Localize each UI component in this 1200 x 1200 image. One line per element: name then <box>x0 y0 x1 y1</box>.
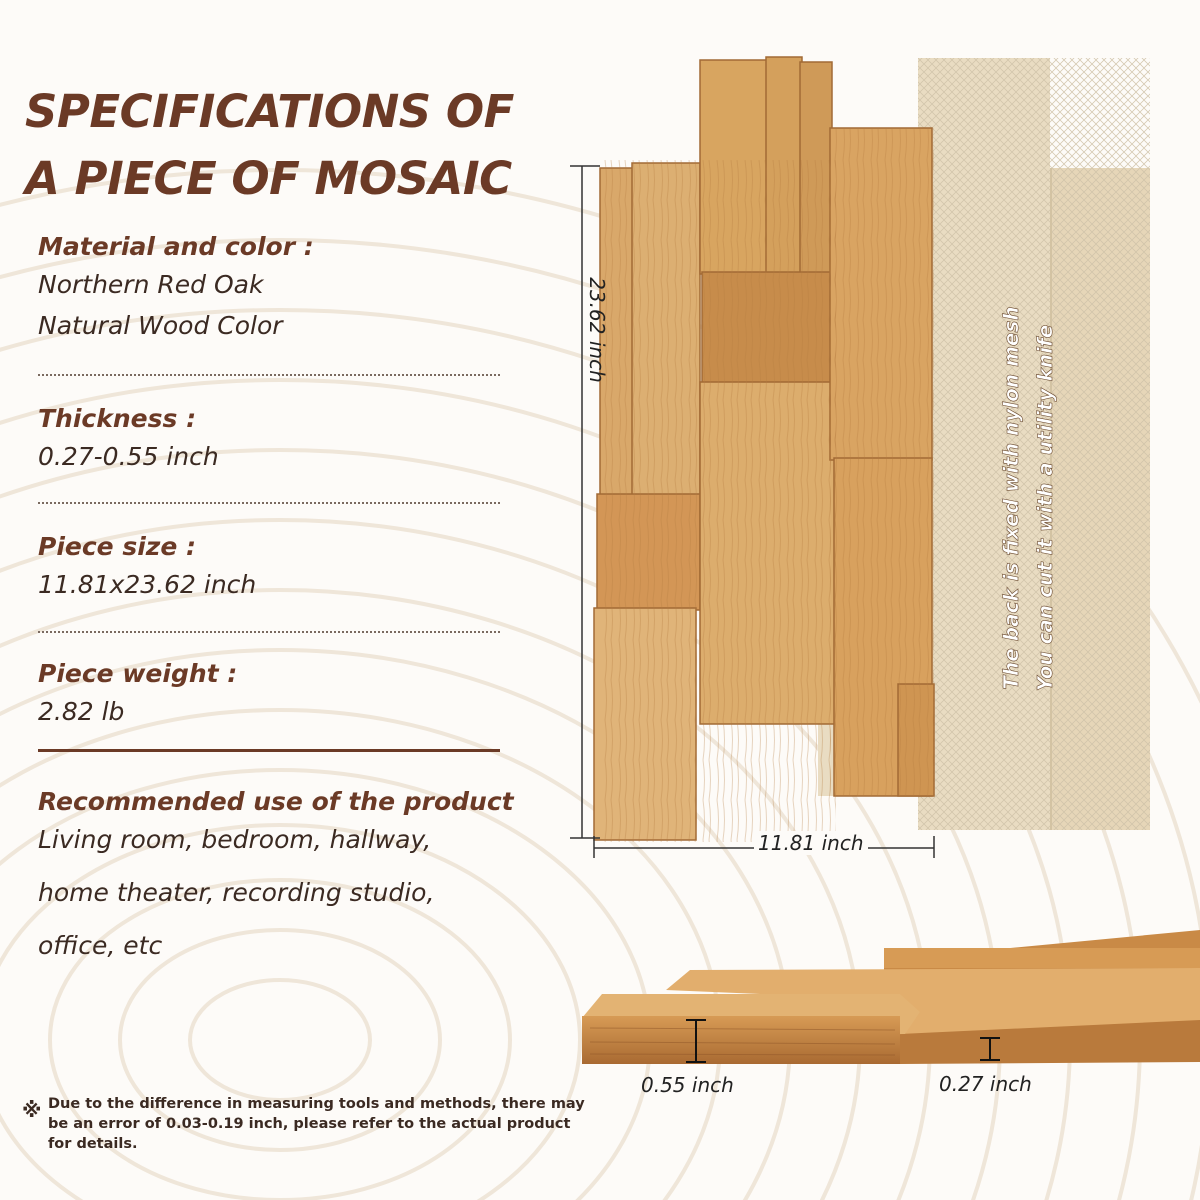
thin-label: 0.27 inch <box>939 1072 1032 1096</box>
title-line-1: SPECIFICATIONS OF <box>25 85 514 138</box>
spec-value: Northern Red Oak <box>38 270 264 299</box>
back-note-line-1: The back is fixed with nylon mesh <box>999 306 1023 690</box>
back-note-line-2: You can cut it with a utility knife <box>1033 324 1057 692</box>
height-label: 23.62 inch <box>585 277 609 383</box>
width-label: 11.81 inch <box>754 831 868 855</box>
spec-label: Material and color : <box>38 232 314 261</box>
use-line: home theater, recording studio, <box>38 878 435 907</box>
title-line-2: A PIECE OF MOSAIC <box>25 152 512 205</box>
use-line: office, etc <box>38 931 163 960</box>
footnote <box>22 1094 592 1154</box>
note-mark-icon: ※ <box>22 1098 42 1122</box>
thickness-illustration <box>582 930 1200 1064</box>
spec-label: Thickness : <box>38 404 197 433</box>
spec-value: 2.82 lb <box>38 697 125 726</box>
use-line: Living room, bedroom, hallway, <box>38 825 432 854</box>
spec-value: 0.27-0.55 inch <box>38 442 219 471</box>
spec-label: Recommended use of the product <box>38 787 514 816</box>
spec-value: Natural Wood Color <box>38 311 283 340</box>
thick-label: 0.55 inch <box>641 1073 734 1097</box>
spec-value: 11.81x23.62 inch <box>38 570 257 599</box>
spec-label: Piece weight : <box>38 659 238 688</box>
wood-grain-overlay <box>600 128 934 842</box>
footnote-text: Due to the difference in measuring tools and methods, there may be an error of 0.03-0.19 inch, please refer to the actual product for details. <box>48 1096 585 1152</box>
spec-label: Piece size : <box>38 532 196 561</box>
